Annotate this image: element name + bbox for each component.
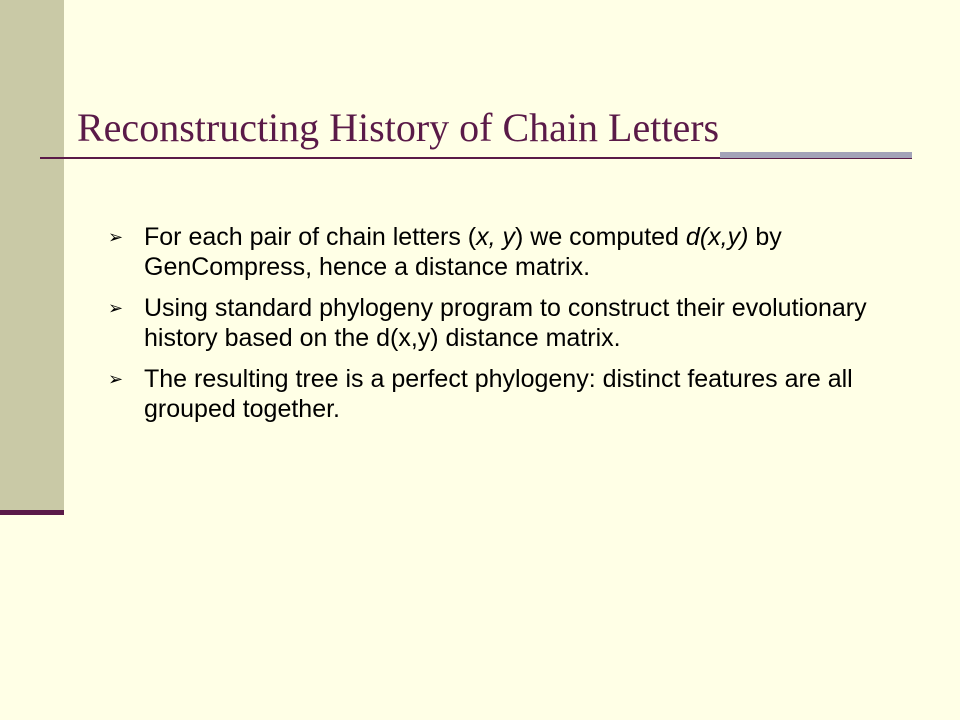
arrow-bullet-icon: ➢	[108, 369, 124, 389]
bullet-text-run-italic: d(x,y)	[685, 223, 749, 251]
bullet-list	[108, 222, 868, 435]
bullet-item	[108, 222, 868, 282]
slide-title: Reconstructing History of Chain Letters	[77, 105, 720, 150]
bullet-text	[144, 223, 782, 281]
bullet-text-run: Using standard phylogeny program to construct their evolutionary history based on the d(x,y) distance matrix.	[144, 294, 867, 352]
bullet-text-run: The resulting tree is a perfect phylogeny: distinct features are all grouped together.	[144, 365, 853, 423]
bullet-text-run: For each pair of chain letters (	[144, 223, 477, 251]
left-decorative-bar	[0, 0, 64, 512]
bullet-item	[108, 293, 868, 353]
bullet-item	[108, 364, 868, 424]
arrow-bullet-icon: ➢	[108, 227, 124, 247]
title-underline-accent	[720, 152, 912, 158]
bullet-text-run: by GenCompress, hence a distance matrix.	[144, 223, 782, 281]
bullet-text	[144, 294, 867, 352]
bullet-text	[144, 365, 853, 423]
arrow-bullet-icon: ➢	[108, 298, 124, 318]
bullet-text-run: ) we computed	[515, 223, 686, 251]
bullet-text-run-italic: x, y	[476, 223, 515, 251]
left-bar-underline	[0, 510, 64, 515]
